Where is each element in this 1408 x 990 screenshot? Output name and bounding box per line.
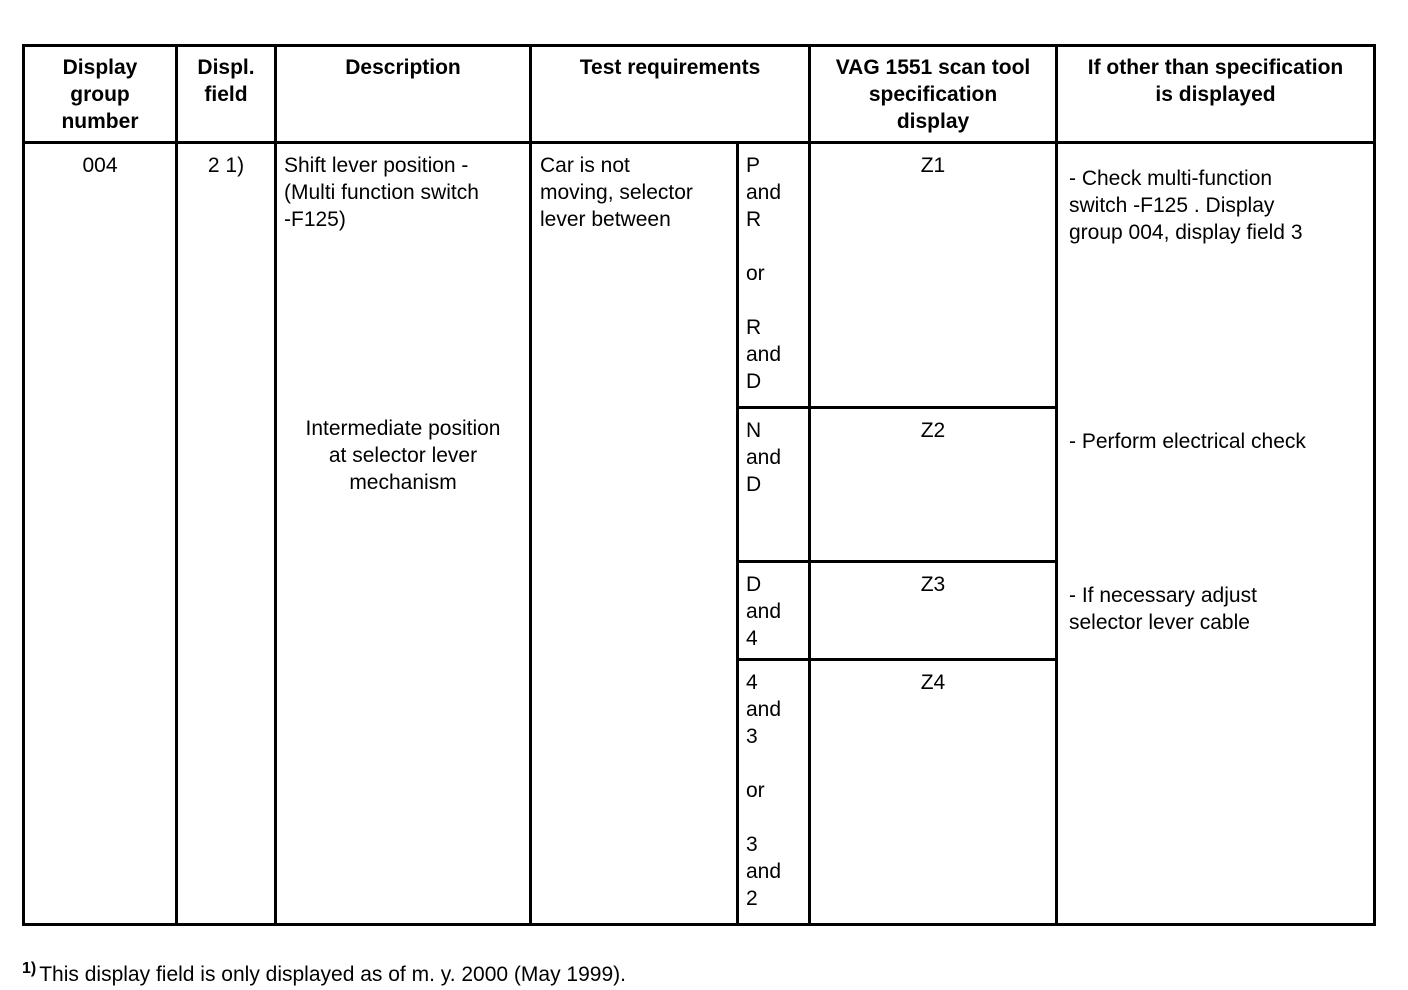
row-divider — [736, 406, 1058, 409]
corrective-action: - Perform electrical check — [1069, 430, 1306, 453]
spec-value: Z4 — [920, 671, 946, 694]
table-border-bottom — [22, 923, 1376, 926]
table-border-right — [1373, 44, 1376, 926]
footnote-text: This display field is only displayed as of m. y. 2000 (May 1999). — [39, 963, 626, 986]
header-display-field: Displ. field — [197, 56, 255, 106]
column-divider — [736, 142, 739, 926]
header-spec-display: VAG 1551 scan tool specification display — [835, 56, 1031, 133]
display-field-value: 2 1) — [207, 154, 245, 177]
row-divider — [736, 560, 1058, 563]
spec-value: Z2 — [920, 419, 946, 442]
header-if-other: If other than specification is displayed — [1087, 56, 1344, 106]
header-group-number: Display group number — [61, 56, 139, 133]
description-intermediate: Intermediate position at selector lever mechanism — [305, 417, 501, 494]
selector-positions: 4 and 3 or 3 and 2 — [746, 671, 782, 910]
table-border-top — [22, 44, 1376, 47]
selector-positions: N and D — [746, 419, 782, 496]
selector-positions: D and 4 — [746, 573, 782, 650]
corrective-action: - If necessary adjust selector lever cable — [1069, 584, 1257, 634]
header-divider — [22, 141, 1376, 144]
test-condition: Car is not moving, selector lever between — [540, 154, 693, 231]
description-main: Shift lever position - (Multi function switch -F125) — [284, 154, 479, 231]
row-divider — [736, 658, 1058, 661]
group-number-value: 004 — [82, 154, 118, 177]
column-divider — [529, 44, 532, 926]
corrective-action: - Check multi-function switch -F125 . Display group 004, display field 3 — [1069, 167, 1303, 244]
header-test-requirements: Test requirements — [579, 56, 761, 79]
footnote-marker: 1) — [22, 960, 37, 977]
display-group-table — [22, 44, 1376, 926]
footnote — [22, 954, 626, 990]
spec-value: Z1 — [920, 154, 946, 177]
column-divider — [1055, 44, 1058, 926]
spec-value: Z3 — [920, 573, 946, 596]
header-description: Description — [345, 56, 461, 79]
selector-positions: P and R or R and D — [746, 154, 782, 393]
